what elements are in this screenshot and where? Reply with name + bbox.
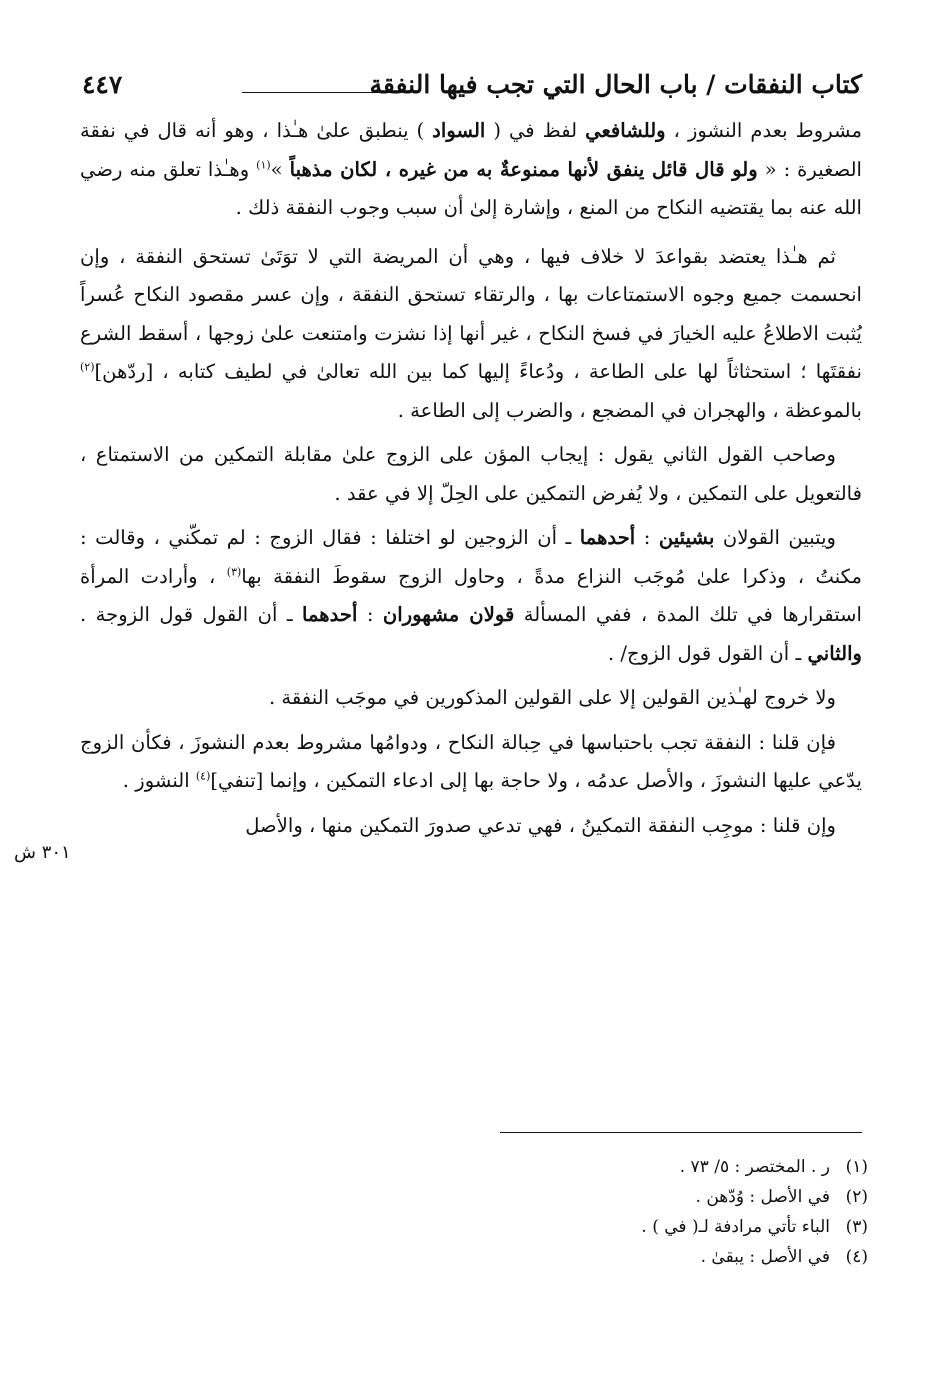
footnote-ref: (٤) <box>195 769 211 783</box>
header-title: كتاب النفقات / باب الحال التي تجب فيها النفقة <box>369 70 862 99</box>
header-rule <box>242 92 392 93</box>
paragraph-6 <box>80 724 862 801</box>
text-run: وهـٰذا تعلق منه رضي الله عنه بما يقتضيه النكاح من المنع ، وإشارة إلىٰ أن سبب وجوب النفقة ذلك . <box>80 157 862 219</box>
text-run: ولا خروج لهـٰذين القولين إلا على القولين المذكورين في موجَب النفقة . <box>268 686 836 709</box>
text-run: فإن قلنا : النفقة تجب باحتباسها في حِبالة النكاح ، ودوامُها مشروط بعدم النشوزَ ، فكأن الزوج يدّعي عليها النشوزَ ، والأصل عدمُه ، ولا حاجة بها إلى ادعاء التمكين ، وإنما [تنفي] <box>80 730 862 792</box>
bold-term: قولان مشهوران <box>382 603 515 626</box>
bold-term: والثاني <box>807 641 862 665</box>
bold-term: السواد <box>432 119 486 142</box>
footnote-text: في الأصل : وُدّهن . <box>695 1187 830 1207</box>
text-run: ـ أن الزوجين لو اختلفا : فقال الزوج : لم تمكّني ، وقالت : مكنتُ ، وذكرا علىٰ مُوجَب النزاع مدةً ، وحاول الزوج سقوطَ النفقة بها <box>80 526 862 588</box>
text-run: مشروط بعدم النشوز ، <box>665 119 862 142</box>
paragraph-3 <box>80 436 862 513</box>
footnote-ref: (٢) <box>80 360 95 374</box>
footnote-number: (١) <box>845 1157 868 1177</box>
paragraph-4 <box>80 519 862 673</box>
paragraph-5 <box>80 679 862 718</box>
text-run: » <box>270 157 290 181</box>
footnote <box>368 1152 868 1182</box>
quoted-text: ولو قال قائل ينفق لأنها ممنوعةٌ به من غيره ، لكان مذهباً <box>289 157 758 181</box>
text-run: : <box>635 526 659 549</box>
text-run: النشوز . <box>122 769 196 792</box>
footnote-number: (٢) <box>845 1187 868 1207</box>
text-run: ) ينطبق علىٰ هـٰذا ، وهو أنه قال في نفقة الصغيرة : « <box>80 119 862 181</box>
footnote <box>368 1242 868 1272</box>
bold-term: وللشافعي <box>585 119 666 142</box>
paragraph-7 <box>80 807 862 846</box>
text-run: لفظ في ( <box>485 119 586 142</box>
footnote-number: (٤) <box>845 1247 868 1267</box>
footnote-text: الباء تأتي مرادفة لـ( في ) . <box>641 1217 830 1237</box>
text-run: ثم هـٰذا يعتضد بقواعدَ لا خلاف فيها ، وهي أن المريضة التي لا توَتَىٰ تستحق النفقة ، وإن انحسمت جميع وجوه الاستمتاعات بها ، والرتقاء تستحق النفقة ، وإن عسر مقصود النكاح عُسراً يُثبت الاطلاعُ عليه الخيارَ في فسخ النكاح ، غير أنها إذا نشزت وامتنعت علىٰ زوجها ، أسقط الشرع نفقتَها ؛ استحثاثاً لها على الطاعة ، ودُعاءً إليها كما بين الله تعالىٰ في لطيف كتابه ، [ردّهن] <box>80 244 862 383</box>
footnote-rule <box>500 1132 862 1133</box>
text-run: : <box>357 603 383 626</box>
paragraph-2 <box>80 238 862 431</box>
bold-term: أحدهما <box>579 526 636 549</box>
bold-term: بشيئين <box>658 526 715 549</box>
margin-manuscript-ref: ٣٠١ ش <box>14 842 71 863</box>
text-run: ـ أن القول قول الزوجة . <box>80 603 302 626</box>
text-run: ويتبين القولان <box>714 526 836 549</box>
running-header <box>82 70 862 104</box>
footnote <box>368 1182 868 1212</box>
footnote-ref: (١) <box>256 157 271 171</box>
text-run: وإن قلنا : موجِب النفقة التمكينُ ، فهي تدعي صدورَ التمكين منها ، والأصل <box>245 813 836 837</box>
main-text <box>80 112 862 845</box>
footnotes <box>368 1152 868 1272</box>
footnote-ref: (٣) <box>226 564 242 578</box>
text-run: وصاحب القول الثاني يقول : إيجاب المؤن على الزوج علىٰ مقابلة التمكين من الاستمتاع ، فالتعويل على التمكين ، ولا يُفرض التمكين على الحِلّ إلا في عقد . <box>80 443 862 505</box>
page-number: ٤٤٧ <box>82 70 123 99</box>
bold-term: أحدهما <box>301 603 358 626</box>
footnote-text: في الأصل : يبقىٰ . <box>700 1247 830 1267</box>
text-run: ـ أن القول قول الزوج/ . <box>607 641 808 665</box>
footnote-number: (٣) <box>845 1217 868 1237</box>
footnote-text: ر . المختصر : ٥/ ٧٣ . <box>679 1157 830 1177</box>
text-run: ، وأرادت المرأة استقرارها في تلك المدة ، ففي المسألة <box>80 564 862 626</box>
text-run: بالموعظة ، والهجران في المضجع ، والضرب إلى الطاعة . <box>397 398 862 422</box>
paragraph-1 <box>80 112 862 228</box>
footnote <box>368 1212 868 1242</box>
